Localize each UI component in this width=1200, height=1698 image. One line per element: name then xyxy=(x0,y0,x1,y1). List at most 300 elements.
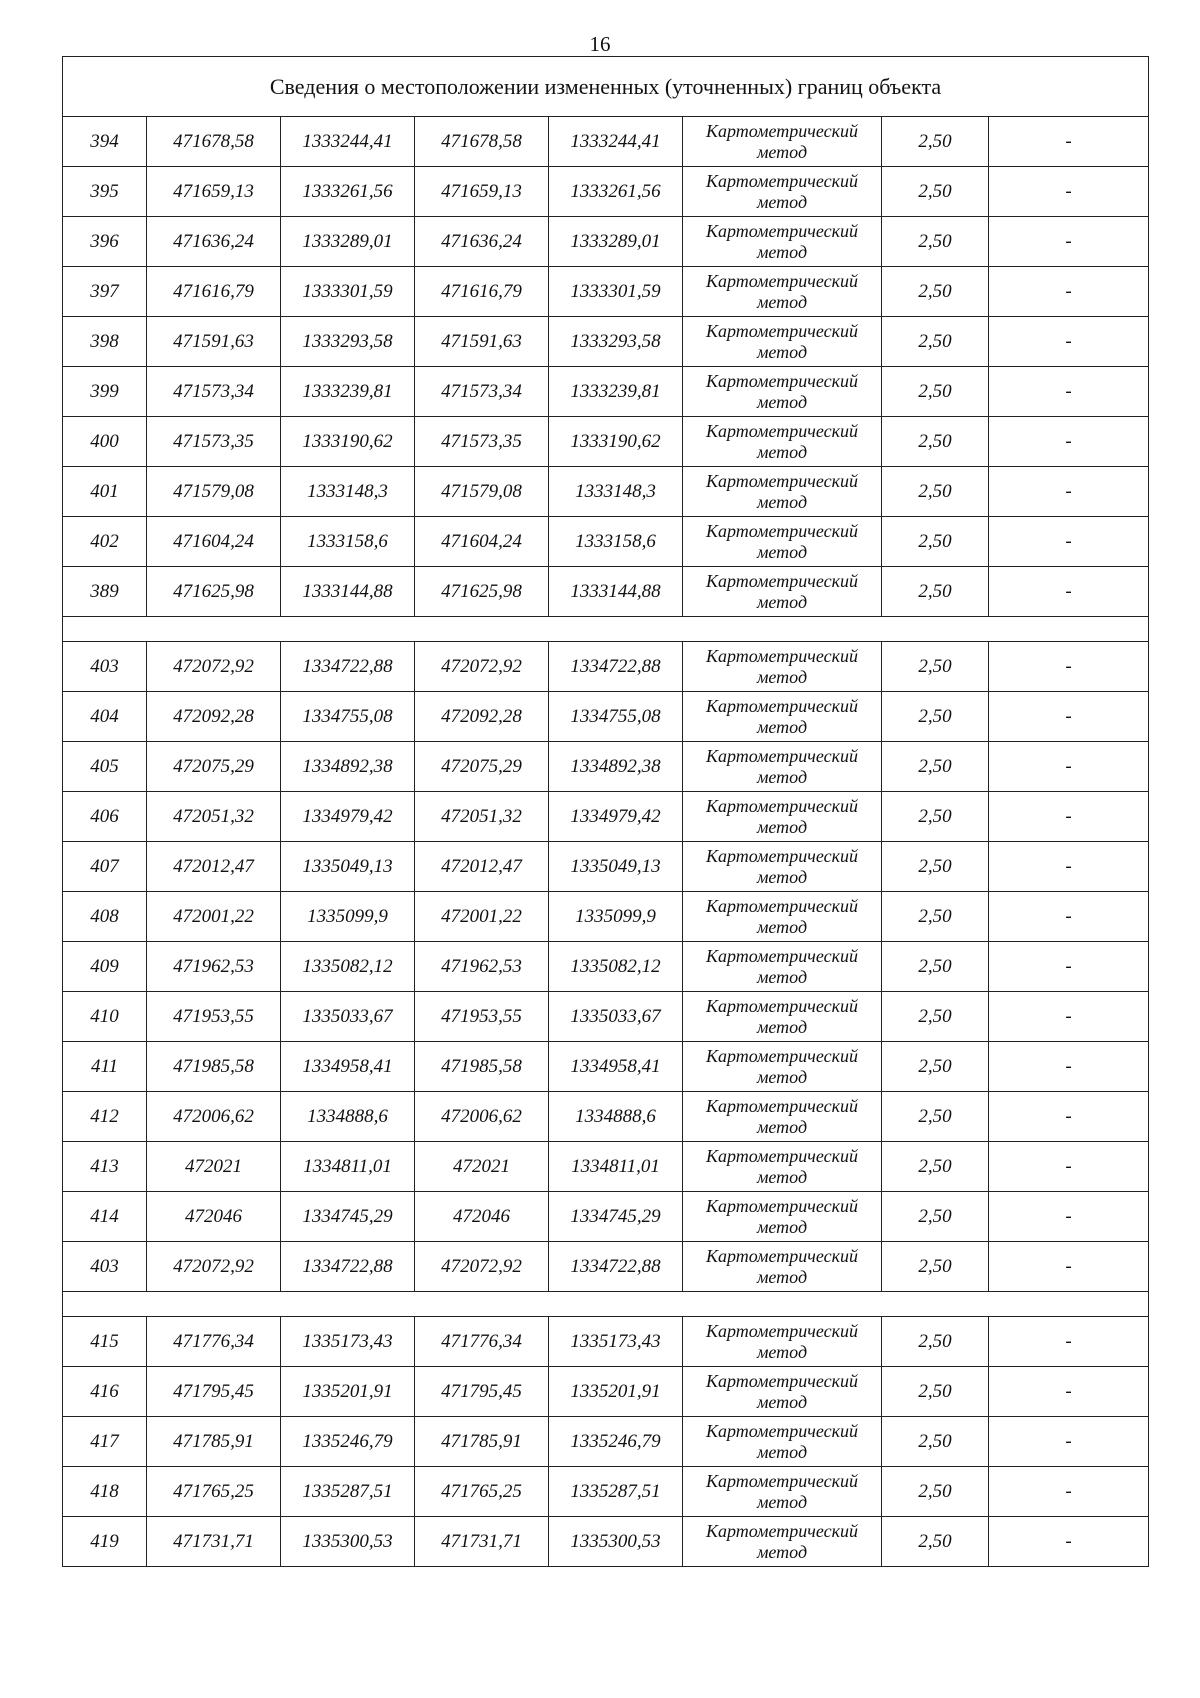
method-line-2: метод xyxy=(756,716,808,737)
precision-cell: 2,50 xyxy=(882,1367,989,1417)
method-line-2: метод xyxy=(756,1016,808,1037)
method-cell xyxy=(683,1417,882,1467)
y-old-cell: 1334958,41 xyxy=(281,1042,415,1092)
x-new-cell: 472006,62 xyxy=(415,1092,549,1142)
y-new-cell: 1333244,41 xyxy=(549,117,683,167)
point-number-cell: 405 xyxy=(63,742,147,792)
page-number: 16 xyxy=(589,32,611,56)
method-line-1: Картометрический xyxy=(705,945,858,966)
method-line-1: Картометрический xyxy=(705,1320,858,1341)
table-row xyxy=(63,517,1149,567)
method-line-2: метод xyxy=(756,1541,808,1562)
point-number-cell: 402 xyxy=(63,517,147,567)
x-new-cell: 472075,29 xyxy=(415,742,549,792)
y-new-cell: 1335173,43 xyxy=(549,1317,683,1367)
y-new-cell: 1333289,01 xyxy=(549,217,683,267)
note-cell: - xyxy=(989,742,1149,792)
point-number-cell: 411 xyxy=(63,1042,147,1092)
point-number-cell: 404 xyxy=(63,692,147,742)
x-old-cell: 472046 xyxy=(147,1192,281,1242)
y-old-cell: 1334755,08 xyxy=(281,692,415,742)
x-old-cell: 472012,47 xyxy=(147,842,281,892)
table-row xyxy=(63,1042,1149,1092)
method-line-1: Картометрический xyxy=(705,220,858,241)
note-cell: - xyxy=(989,1142,1149,1192)
x-new-cell: 471604,24 xyxy=(415,517,549,567)
y-new-cell: 1334722,88 xyxy=(549,642,683,692)
note-cell: - xyxy=(989,1242,1149,1292)
method-line-2: метод xyxy=(756,966,808,987)
method-line-1: Картометрический xyxy=(705,895,858,916)
point-number-cell: 417 xyxy=(63,1417,147,1467)
table-row xyxy=(63,567,1149,617)
note-cell: - xyxy=(989,367,1149,417)
table-row xyxy=(63,1517,1149,1567)
x-new-cell: 471785,91 xyxy=(415,1417,549,1467)
x-old-cell: 471985,58 xyxy=(147,1042,281,1092)
point-number-cell: 394 xyxy=(63,117,147,167)
x-new-cell: 472072,92 xyxy=(415,1242,549,1292)
point-number-cell: 414 xyxy=(63,1192,147,1242)
y-new-cell: 1333144,88 xyxy=(549,567,683,617)
x-new-cell: 472001,22 xyxy=(415,892,549,942)
y-old-cell: 1335173,43 xyxy=(281,1317,415,1367)
y-old-cell: 1333190,62 xyxy=(281,417,415,467)
method-line-1: Картометрический xyxy=(705,1520,858,1541)
method-cell xyxy=(683,317,882,367)
x-old-cell: 471573,35 xyxy=(147,417,281,467)
x-new-cell: 471731,71 xyxy=(415,1517,549,1567)
method-line-2: метод xyxy=(756,1066,808,1087)
table-row xyxy=(63,692,1149,742)
method-cell xyxy=(683,992,882,1042)
note-cell: - xyxy=(989,792,1149,842)
method-line-2: метод xyxy=(756,1116,808,1137)
y-old-cell: 1333158,6 xyxy=(281,517,415,567)
method-line-1: Картометрический xyxy=(705,570,858,591)
method-cell xyxy=(683,1092,882,1142)
y-old-cell: 1335246,79 xyxy=(281,1417,415,1467)
x-new-cell: 471616,79 xyxy=(415,267,549,317)
x-old-cell: 471579,08 xyxy=(147,467,281,517)
x-new-cell: 471795,45 xyxy=(415,1367,549,1417)
y-new-cell: 1334755,08 xyxy=(549,692,683,742)
method-line-1: Картометрический xyxy=(705,520,858,541)
note-cell: - xyxy=(989,842,1149,892)
table-row xyxy=(63,117,1149,167)
table-row xyxy=(63,367,1149,417)
precision-cell: 2,50 xyxy=(882,1417,989,1467)
method-line-1: Картометрический xyxy=(705,120,858,141)
note-cell: - xyxy=(989,642,1149,692)
x-new-cell: 471591,63 xyxy=(415,317,549,367)
x-new-cell: 471573,34 xyxy=(415,367,549,417)
method-line-2: метод xyxy=(756,141,808,162)
y-new-cell: 1333293,58 xyxy=(549,317,683,367)
method-line-1: Картометрический xyxy=(705,795,858,816)
method-cell xyxy=(683,567,882,617)
y-old-cell: 1334745,29 xyxy=(281,1192,415,1242)
precision-cell: 2,50 xyxy=(882,692,989,742)
table-row xyxy=(63,892,1149,942)
y-old-cell: 1334722,88 xyxy=(281,642,415,692)
precision-cell: 2,50 xyxy=(882,367,989,417)
point-number-cell: 408 xyxy=(63,892,147,942)
table-row xyxy=(63,217,1149,267)
method-line-1: Картометрический xyxy=(705,1245,858,1266)
method-line-2: метод xyxy=(756,1441,808,1462)
method-line-2: метод xyxy=(756,866,808,887)
table-row xyxy=(63,417,1149,467)
point-number-cell: 401 xyxy=(63,467,147,517)
point-number-cell: 397 xyxy=(63,267,147,317)
note-cell: - xyxy=(989,1042,1149,1092)
y-new-cell: 1334888,6 xyxy=(549,1092,683,1142)
method-line-1: Картометрический xyxy=(705,745,858,766)
note-cell: - xyxy=(989,1517,1149,1567)
y-new-cell: 1335099,9 xyxy=(549,892,683,942)
group-separator-row xyxy=(63,617,1149,642)
note-cell: - xyxy=(989,417,1149,467)
method-line-2: метод xyxy=(756,491,808,512)
x-new-cell: 471636,24 xyxy=(415,217,549,267)
table-row xyxy=(63,317,1149,367)
x-old-cell: 471591,63 xyxy=(147,317,281,367)
x-new-cell: 471962,53 xyxy=(415,942,549,992)
y-new-cell: 1334811,01 xyxy=(549,1142,683,1192)
y-old-cell: 1334811,01 xyxy=(281,1142,415,1192)
y-new-cell: 1333190,62 xyxy=(549,417,683,467)
method-cell xyxy=(683,117,882,167)
point-number-cell: 419 xyxy=(63,1517,147,1567)
y-new-cell: 1335201,91 xyxy=(549,1367,683,1417)
x-new-cell: 471625,98 xyxy=(415,567,549,617)
x-new-cell: 472012,47 xyxy=(415,842,549,892)
table-row xyxy=(63,942,1149,992)
method-line-2: метод xyxy=(756,441,808,462)
point-number-cell: 403 xyxy=(63,642,147,692)
point-number-cell: 406 xyxy=(63,792,147,842)
y-old-cell: 1335300,53 xyxy=(281,1517,415,1567)
x-old-cell: 472072,92 xyxy=(147,1242,281,1292)
precision-cell: 2,50 xyxy=(882,517,989,567)
y-old-cell: 1335201,91 xyxy=(281,1367,415,1417)
x-old-cell: 472075,29 xyxy=(147,742,281,792)
x-new-cell: 471765,25 xyxy=(415,1467,549,1517)
method-line-1: Картометрический xyxy=(705,645,858,666)
point-number-cell: 413 xyxy=(63,1142,147,1192)
table-row xyxy=(63,842,1149,892)
method-line-2: метод xyxy=(756,1491,808,1512)
point-number-cell: 389 xyxy=(63,567,147,617)
method-line-1: Картометрический xyxy=(705,695,858,716)
method-line-1: Картометрический xyxy=(705,995,858,1016)
method-line-2: метод xyxy=(756,816,808,837)
x-old-cell: 471731,71 xyxy=(147,1517,281,1567)
method-line-2: метод xyxy=(756,1216,808,1237)
method-line-1: Картометрический xyxy=(705,1420,858,1441)
x-old-cell: 471765,25 xyxy=(147,1467,281,1517)
method-line-1: Картометрический xyxy=(705,420,858,441)
x-new-cell: 472072,92 xyxy=(415,642,549,692)
x-old-cell: 471659,13 xyxy=(147,167,281,217)
method-line-2: метод xyxy=(756,666,808,687)
group-separator-cell xyxy=(63,617,1149,642)
table-row xyxy=(63,1092,1149,1142)
y-new-cell: 1334979,42 xyxy=(549,792,683,842)
precision-cell: 2,50 xyxy=(882,842,989,892)
x-old-cell: 471573,34 xyxy=(147,367,281,417)
point-number-cell: 400 xyxy=(63,417,147,467)
method-cell xyxy=(683,167,882,217)
point-number-cell: 407 xyxy=(63,842,147,892)
precision-cell: 2,50 xyxy=(882,1042,989,1092)
method-line-1: Картометрический xyxy=(705,270,858,291)
table-header-row xyxy=(63,57,1149,117)
note-cell: - xyxy=(989,117,1149,167)
method-cell xyxy=(683,517,882,567)
y-old-cell: 1334722,88 xyxy=(281,1242,415,1292)
method-cell xyxy=(683,1517,882,1567)
method-line-2: метод xyxy=(756,766,808,787)
group-separator-cell xyxy=(63,1292,1149,1317)
method-line-2: метод xyxy=(756,1391,808,1412)
precision-cell: 2,50 xyxy=(882,792,989,842)
table-row xyxy=(63,1242,1149,1292)
note-cell: - xyxy=(989,1317,1149,1367)
y-new-cell: 1335082,12 xyxy=(549,942,683,992)
method-line-2: метод xyxy=(756,591,808,612)
table-row xyxy=(63,267,1149,317)
method-cell xyxy=(683,217,882,267)
note-cell: - xyxy=(989,892,1149,942)
y-old-cell: 1333148,3 xyxy=(281,467,415,517)
method-line-1: Картометрический xyxy=(705,1095,858,1116)
method-line-2: метод xyxy=(756,191,808,212)
point-number-cell: 403 xyxy=(63,1242,147,1292)
precision-cell: 2,50 xyxy=(882,992,989,1042)
group-separator-row xyxy=(63,1292,1149,1317)
method-cell xyxy=(683,842,882,892)
table-row xyxy=(63,742,1149,792)
precision-cell: 2,50 xyxy=(882,892,989,942)
x-old-cell: 471678,58 xyxy=(147,117,281,167)
precision-cell: 2,50 xyxy=(882,1467,989,1517)
table-row xyxy=(63,167,1149,217)
y-new-cell: 1335049,13 xyxy=(549,842,683,892)
method-line-2: метод xyxy=(756,241,808,262)
y-new-cell: 1334892,38 xyxy=(549,742,683,792)
x-old-cell: 472072,92 xyxy=(147,642,281,692)
method-line-1: Картометрический xyxy=(705,470,858,491)
precision-cell: 2,50 xyxy=(882,1517,989,1567)
point-number-cell: 398 xyxy=(63,317,147,367)
y-old-cell: 1335033,67 xyxy=(281,992,415,1042)
method-cell xyxy=(683,367,882,417)
y-old-cell: 1333239,81 xyxy=(281,367,415,417)
point-number-cell: 410 xyxy=(63,992,147,1042)
precision-cell: 2,50 xyxy=(882,117,989,167)
point-number-cell: 396 xyxy=(63,217,147,267)
note-cell: - xyxy=(989,517,1149,567)
method-cell xyxy=(683,1467,882,1517)
method-line-2: метод xyxy=(756,1166,808,1187)
x-new-cell: 471659,13 xyxy=(415,167,549,217)
point-number-cell: 418 xyxy=(63,1467,147,1517)
method-cell xyxy=(683,1042,882,1092)
table-row xyxy=(63,992,1149,1042)
table-body xyxy=(63,57,1149,1567)
precision-cell: 2,50 xyxy=(882,942,989,992)
x-old-cell: 472001,22 xyxy=(147,892,281,942)
y-old-cell: 1334888,6 xyxy=(281,1092,415,1142)
note-cell: - xyxy=(989,1092,1149,1142)
boundary-coordinates-table xyxy=(62,56,1149,1567)
point-number-cell: 399 xyxy=(63,367,147,417)
table-row xyxy=(63,642,1149,692)
method-cell xyxy=(683,1192,882,1242)
y-old-cell: 1333144,88 xyxy=(281,567,415,617)
table-row xyxy=(63,1192,1149,1242)
y-new-cell: 1335300,53 xyxy=(549,1517,683,1567)
precision-cell: 2,50 xyxy=(882,1242,989,1292)
y-new-cell: 1333148,3 xyxy=(549,467,683,517)
x-old-cell: 471776,34 xyxy=(147,1317,281,1367)
x-new-cell: 471776,34 xyxy=(415,1317,549,1367)
note-cell: - xyxy=(989,267,1149,317)
point-number-cell: 409 xyxy=(63,942,147,992)
y-old-cell: 1333261,56 xyxy=(281,167,415,217)
note-cell: - xyxy=(989,1192,1149,1242)
note-cell: - xyxy=(989,1417,1149,1467)
note-cell: - xyxy=(989,692,1149,742)
x-old-cell: 471785,91 xyxy=(147,1417,281,1467)
x-new-cell: 472051,32 xyxy=(415,792,549,842)
table-row xyxy=(63,1142,1149,1192)
x-old-cell: 471953,55 xyxy=(147,992,281,1042)
method-line-1: Картометрический xyxy=(705,845,858,866)
y-old-cell: 1335049,13 xyxy=(281,842,415,892)
method-cell xyxy=(683,417,882,467)
y-old-cell: 1335082,12 xyxy=(281,942,415,992)
x-new-cell: 472092,28 xyxy=(415,692,549,742)
x-new-cell: 472021 xyxy=(415,1142,549,1192)
method-line-1: Картометрический xyxy=(705,1145,858,1166)
method-line-2: метод xyxy=(756,1341,808,1362)
note-cell: - xyxy=(989,217,1149,267)
x-new-cell: 471678,58 xyxy=(415,117,549,167)
precision-cell: 2,50 xyxy=(882,167,989,217)
method-cell xyxy=(683,642,882,692)
method-cell xyxy=(683,1242,882,1292)
point-number-cell: 416 xyxy=(63,1367,147,1417)
method-cell xyxy=(683,692,882,742)
x-old-cell: 472051,32 xyxy=(147,792,281,842)
y-old-cell: 1334979,42 xyxy=(281,792,415,842)
precision-cell: 2,50 xyxy=(882,1142,989,1192)
method-line-1: Картометрический xyxy=(705,370,858,391)
precision-cell: 2,50 xyxy=(882,467,989,517)
method-cell xyxy=(683,1317,882,1367)
method-cell xyxy=(683,942,882,992)
y-new-cell: 1333301,59 xyxy=(549,267,683,317)
precision-cell: 2,50 xyxy=(882,267,989,317)
note-cell: - xyxy=(989,567,1149,617)
x-new-cell: 471579,08 xyxy=(415,467,549,517)
y-new-cell: 1335033,67 xyxy=(549,992,683,1042)
x-old-cell: 472092,28 xyxy=(147,692,281,742)
table-row xyxy=(63,1367,1149,1417)
precision-cell: 2,50 xyxy=(882,1317,989,1367)
precision-cell: 2,50 xyxy=(882,1092,989,1142)
table-row xyxy=(63,1417,1149,1467)
note-cell: - xyxy=(989,167,1149,217)
note-cell: - xyxy=(989,1467,1149,1517)
x-old-cell: 471795,45 xyxy=(147,1367,281,1417)
y-old-cell: 1333244,41 xyxy=(281,117,415,167)
method-line-2: метод xyxy=(756,341,808,362)
x-new-cell: 471953,55 xyxy=(415,992,549,1042)
note-cell: - xyxy=(989,1367,1149,1417)
precision-cell: 2,50 xyxy=(882,742,989,792)
precision-cell: 2,50 xyxy=(882,642,989,692)
y-old-cell: 1333289,01 xyxy=(281,217,415,267)
table-row xyxy=(63,467,1149,517)
note-cell: - xyxy=(989,942,1149,992)
table-title: Сведения о местоположении измененных (уточненных) границ объекта xyxy=(63,57,1149,117)
method-line-2: метод xyxy=(756,1266,808,1287)
x-new-cell: 471985,58 xyxy=(415,1042,549,1092)
precision-cell: 2,50 xyxy=(882,567,989,617)
note-cell: - xyxy=(989,317,1149,367)
x-new-cell: 472046 xyxy=(415,1192,549,1242)
y-old-cell: 1335099,9 xyxy=(281,892,415,942)
y-new-cell: 1335287,51 xyxy=(549,1467,683,1517)
x-old-cell: 471625,98 xyxy=(147,567,281,617)
y-new-cell: 1334745,29 xyxy=(549,1192,683,1242)
y-old-cell: 1334892,38 xyxy=(281,742,415,792)
precision-cell: 2,50 xyxy=(882,317,989,367)
point-number-cell: 395 xyxy=(63,167,147,217)
point-number-cell: 415 xyxy=(63,1317,147,1367)
method-cell xyxy=(683,792,882,842)
x-old-cell: 471604,24 xyxy=(147,517,281,567)
method-cell xyxy=(683,892,882,942)
method-line-1: Картометрический xyxy=(705,1470,858,1491)
method-cell xyxy=(683,267,882,317)
y-old-cell: 1335287,51 xyxy=(281,1467,415,1517)
method-line-1: Картометрический xyxy=(705,1195,858,1216)
y-new-cell: 1334958,41 xyxy=(549,1042,683,1092)
precision-cell: 2,50 xyxy=(882,217,989,267)
x-new-cell: 471573,35 xyxy=(415,417,549,467)
method-line-1: Картометрический xyxy=(705,1370,858,1391)
method-line-1: Картометрический xyxy=(705,320,858,341)
point-number-cell: 412 xyxy=(63,1092,147,1142)
x-old-cell: 471636,24 xyxy=(147,217,281,267)
method-cell xyxy=(683,467,882,517)
method-cell xyxy=(683,1142,882,1192)
table-row xyxy=(63,1317,1149,1367)
method-line-2: метод xyxy=(756,391,808,412)
y-new-cell: 1334722,88 xyxy=(549,1242,683,1292)
note-cell: - xyxy=(989,467,1149,517)
method-line-1: Картометрический xyxy=(705,170,858,191)
y-old-cell: 1333293,58 xyxy=(281,317,415,367)
y-new-cell: 1335246,79 xyxy=(549,1417,683,1467)
precision-cell: 2,50 xyxy=(882,417,989,467)
method-cell xyxy=(683,742,882,792)
